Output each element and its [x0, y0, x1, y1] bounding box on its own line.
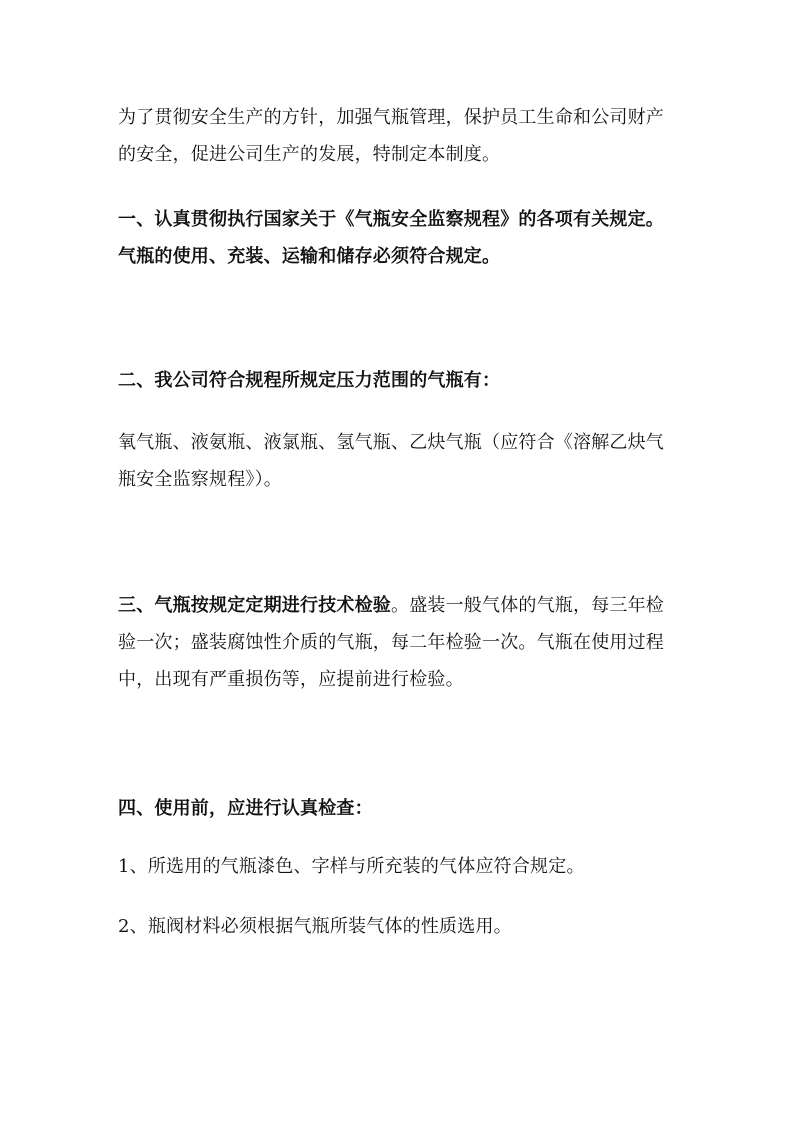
section-3-body: 。盛装一般气体的气瓶，每三年检验一次；盛装腐蚀性介质的气瓶，每二年检验一次。气瓶在使用过程中，出现有严重损伤等，应提前进行检验。: [118, 595, 664, 690]
list-item-2: 2、瓶阀材料必须根据气瓶所装气体的性质选用。: [118, 916, 512, 937]
section-4-heading: 四、使用前，应进行认真检查：: [118, 798, 373, 819]
intro-paragraph: 为了贯彻安全生产的方针，加强气瓶管理，保护员工生命和公司财产的安全，促进公司生产的发展，特制定本制度。: [118, 107, 664, 165]
section-2-heading: 二、我公司符合规程所规定压力范围的气瓶有：: [118, 370, 501, 391]
section-1-paragraph: 一、认真贯彻执行国家关于《气瓶安全监察规程》的各项有关规定。气瓶的使用、充装、运输和储存必须符合规定。: [118, 209, 664, 267]
section-3-paragraph: [118, 587, 680, 698]
list-item-1: 1、所选用的气瓶漆色、字样与所充装的气体应符合规定。: [118, 856, 585, 877]
section-3-heading: 三、气瓶按规定定期进行技术检验: [118, 595, 391, 616]
section-2-body: 氧气瓶、液氨瓶、液氯瓶、氢气瓶、乙炔气瓶（应符合《溶解乙炔气瓶安全监察规程》）。: [118, 432, 664, 490]
